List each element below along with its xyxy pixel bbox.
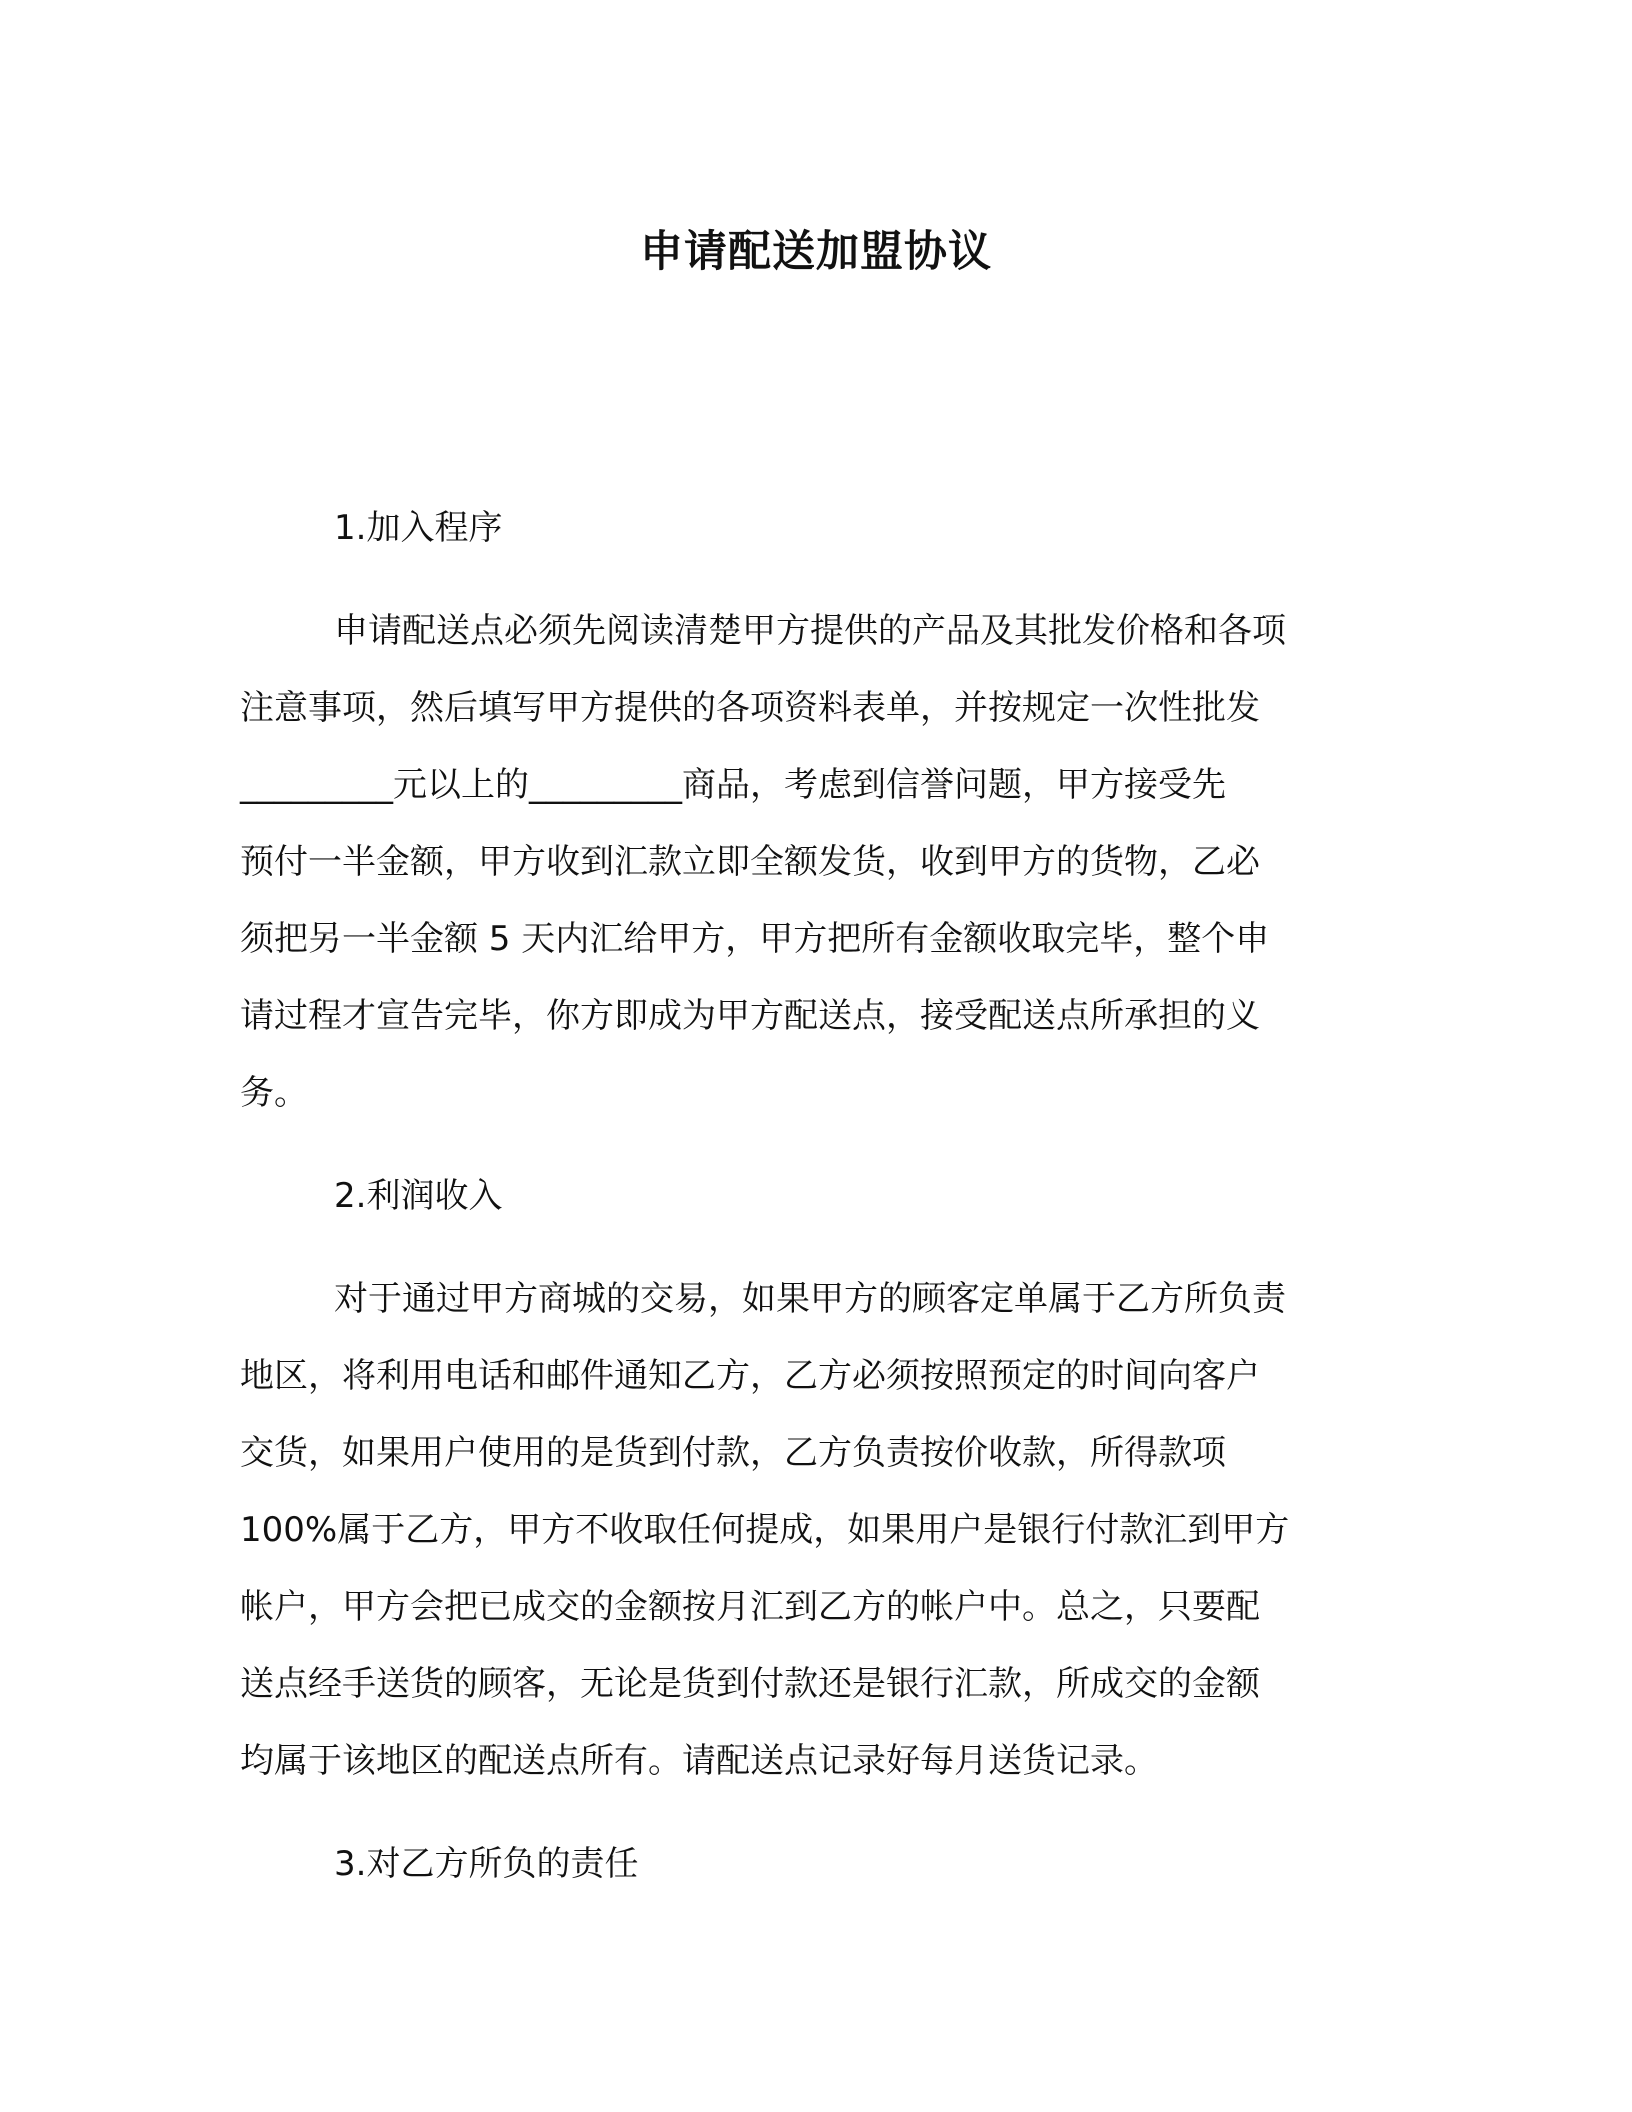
document-body [240, 490, 1380, 1903]
paragraph-line: 须把另一半金额 5 天内汇给甲方，甲方把所有金额收取完毕，整个申 [240, 919, 1270, 959]
section-heading-2: 2.利润收入 [334, 1176, 503, 1216]
paragraph-line: 预付一半金额，甲方收到汇款立即全额发货，收到甲方的货物，乙必 [240, 842, 1260, 882]
paragraph-line: 申请配送点必须先阅读清楚甲方提供的产品及其批发价格和各项 [334, 611, 1286, 651]
paragraph-line: 注意事项，然后填写甲方提供的各项资料表单，并按规定一次性批发 [240, 688, 1260, 728]
paragraph-line: 均属于该地区的配送点所有。请配送点记录好每月送货记录。 [240, 1741, 1158, 1781]
paragraph-line: 100%属于乙方，甲方不收取任何提成，如果用户是银行付款汇到甲方 [240, 1510, 1290, 1550]
paragraph-line: 对于通过甲方商城的交易，如果甲方的顾客定单属于乙方所负责 [334, 1279, 1286, 1319]
paragraph-line: 送点经手送货的顾客，无论是货到付款还是银行汇款，所成交的金额 [240, 1664, 1260, 1704]
paragraph-line: 请过程才宣告完毕，你方即成为甲方配送点，接受配送点所承担的义 [240, 996, 1260, 1036]
paragraph-line: 地区，将利用电话和邮件通知乙方，乙方必须按照预定的时间向客户 [240, 1356, 1260, 1396]
paragraph-line: 务。 [240, 1073, 308, 1113]
section-paragraph-1 [240, 593, 1380, 1132]
paragraph-line: 交货，如果用户使用的是货到付款，乙方负责按价收款，所得款项 [240, 1433, 1226, 1473]
section-paragraph-2 [240, 1261, 1380, 1800]
paragraph-line: _________元以上的_________商品，考虑到信誉问题，甲方接受先 [240, 765, 1226, 805]
paragraph-line: 帐户，甲方会把已成交的金额按月汇到乙方的帐户中。总之，只要配 [240, 1587, 1260, 1627]
section-heading-3: 3.对乙方所负的责任 [334, 1844, 639, 1884]
document-title: 申请配送加盟协议 [640, 227, 992, 277]
section-heading-1: 1.加入程序 [334, 508, 503, 548]
